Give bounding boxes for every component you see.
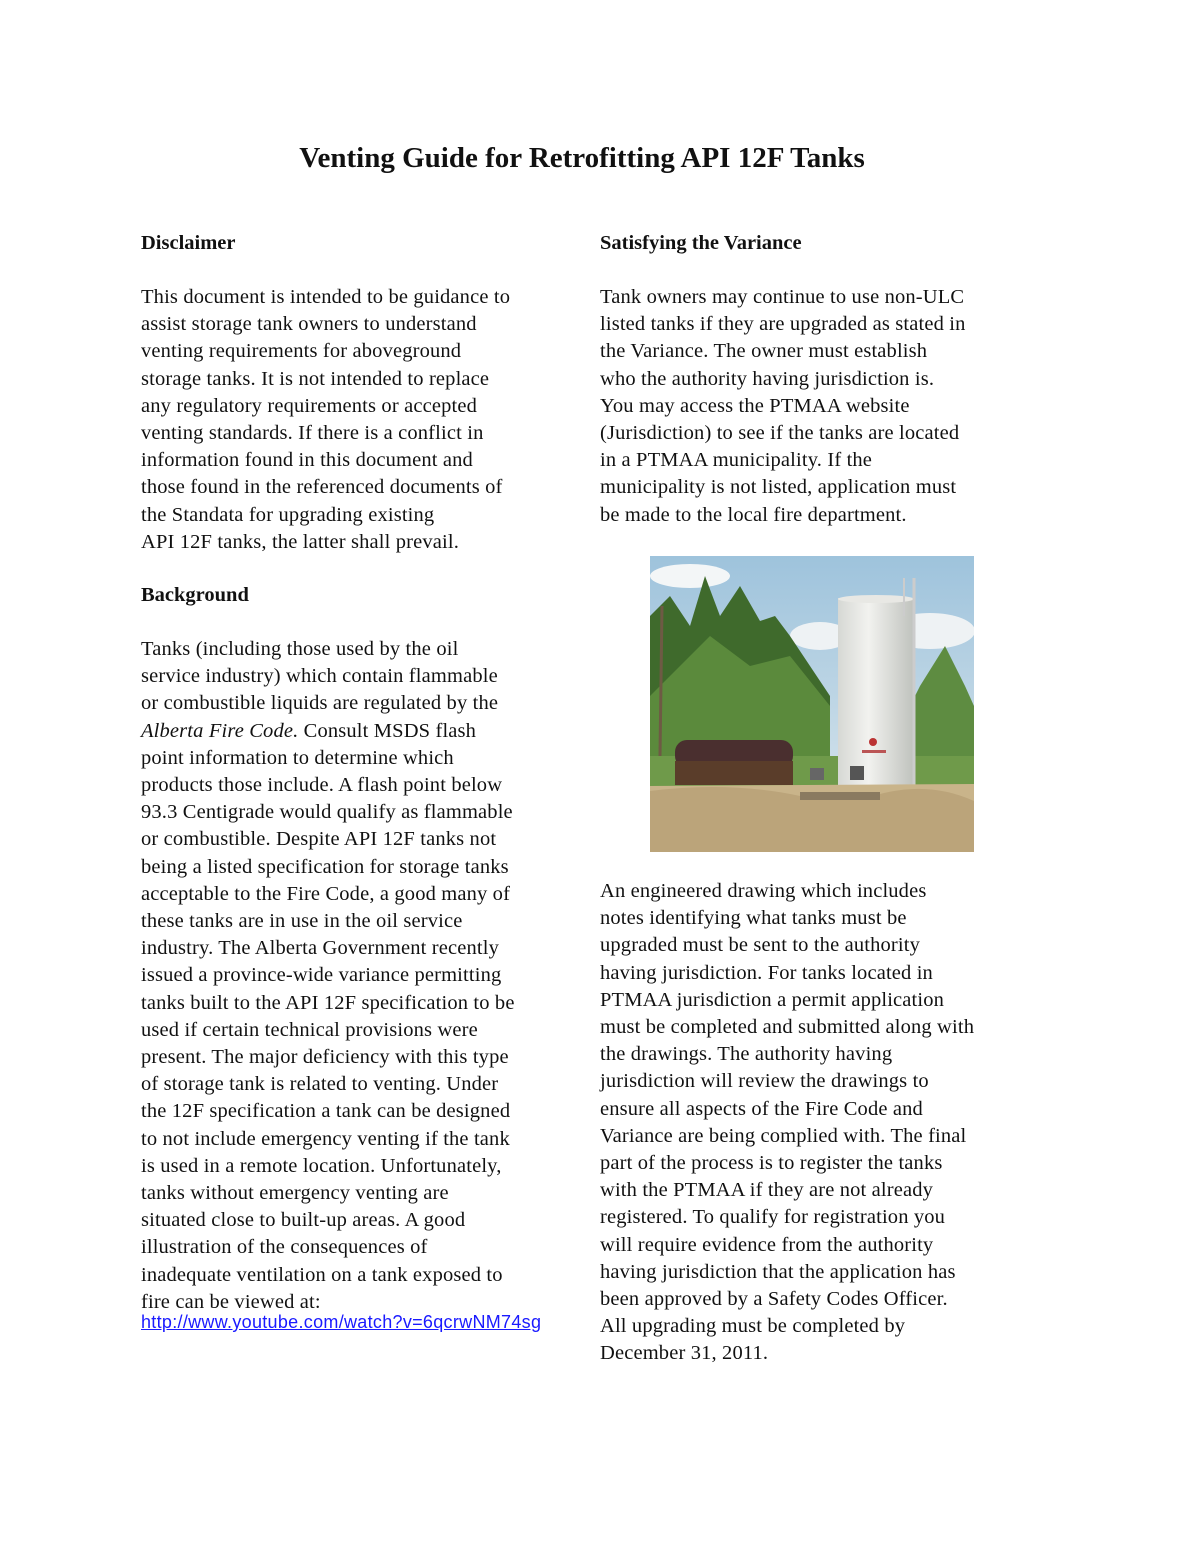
text-line: venting requirements for aboveground	[141, 340, 462, 363]
text-line: of storage tank is related to venting. Under	[141, 1073, 499, 1096]
text-line: registered. To qualify for registration you	[600, 1206, 946, 1229]
text-line: information found in this document and	[141, 449, 473, 472]
text-line: An engineered drawing which includes	[600, 880, 927, 902]
text-line: being a listed specification for storage tanks	[141, 855, 509, 878]
text-line	[141, 720, 476, 743]
text-line: present. The major deficiency with this type	[141, 1046, 509, 1068]
text-line: upgraded must be sent to the authority	[600, 934, 920, 957]
text-line: with the PTMAA if they are not already	[600, 1179, 934, 1202]
alberta-fire-code-italic: Alberta Fire Code.	[141, 719, 299, 742]
text-line: is used in a remote location. Unfortunately,	[141, 1154, 502, 1177]
text-line: part of the process is to register the tanks	[600, 1152, 943, 1174]
text-line: situated close to built-up areas. A good	[141, 1209, 466, 1232]
text-line: acceptable to the Fire Code, a good many of	[141, 882, 511, 905]
text-line: storage tanks. It is not intended to replace	[141, 367, 490, 390]
document-title: Venting Guide for Retrofitting API 12F Tanks	[299, 142, 865, 174]
text-segment: Consult MSDS flash	[298, 719, 477, 742]
text-line: issued a province-wide variance permitting	[141, 964, 502, 987]
text-line: or combustible. Despite API 12F tanks not	[141, 828, 497, 851]
text-line: in a PTMAA municipality. If the	[600, 449, 873, 472]
text-line: the Standata for upgrading existing	[141, 503, 435, 526]
text-line: tanks built to the API 12F specification to be	[141, 991, 515, 1014]
youtube-link[interactable]: http://www.youtube.com/watch?v=6qcrwNM74sg	[141, 1312, 542, 1332]
text-line: tanks without emergency venting are	[141, 1182, 449, 1204]
text-line: must be completed and submitted along with	[600, 1016, 975, 1038]
text-line: who the authority having jurisdiction is.	[600, 367, 935, 390]
text-line: Tanks (including those used by the oil	[141, 638, 459, 660]
text-line: these tanks are in use in the oil service	[141, 910, 463, 932]
text-line: those found in the referenced documents of	[141, 476, 503, 499]
text-line: be made to the local fire department.	[600, 503, 907, 526]
text-line: PTMAA jurisdiction a permit application	[600, 988, 945, 1011]
variance-heading: Satisfying the Variance	[600, 232, 802, 254]
text-line: will require evidence from the authority	[600, 1233, 934, 1256]
background-heading: Background	[141, 584, 249, 606]
text-line: listed tanks if they are upgraded as stated in	[600, 313, 966, 336]
text-line: 93.3 Centigrade would qualify as flammable	[141, 801, 513, 824]
text-line: industry. The Alberta Government recently	[141, 937, 499, 960]
text-line: the Variance. The owner must establish	[600, 340, 928, 363]
text-line: fire can be viewed at:	[141, 1290, 321, 1313]
text-line: products those include. A flash point below	[141, 774, 503, 796]
text-line: any regulatory requirements or accepted	[141, 394, 477, 417]
text-line: the 12F specification a tank can be designed	[141, 1100, 511, 1123]
text-line: jurisdiction will review the drawings to	[600, 1070, 929, 1093]
text-line: assist storage tank owners to understand	[141, 313, 477, 336]
text-line: the drawings. The authority having	[600, 1043, 893, 1066]
text-line: All upgrading must be completed by	[600, 1315, 906, 1338]
text-line: point information to determine which	[141, 746, 454, 769]
text-line: This document is intended to be guidance to	[141, 286, 511, 308]
text-line: December 31, 2011.	[600, 1342, 769, 1365]
text-line: used if certain technical provisions were	[141, 1018, 478, 1041]
text-line: inadequate ventilation on a tank exposed to	[141, 1263, 503, 1286]
text-line: having jurisdiction that the application has	[600, 1260, 956, 1283]
text-line: service industry) which contain flammable	[141, 665, 498, 688]
text-line: been approved by a Safety Codes Officer.	[600, 1288, 948, 1310]
text-line: to not include emergency venting if the tank	[141, 1127, 510, 1150]
text-line: venting standards. If there is a conflict in	[141, 422, 484, 444]
text-line: or combustible liquids are regulated by the	[141, 692, 499, 715]
text-line: notes identifying what tanks must be	[600, 907, 907, 930]
text-line: You may access the PTMAA website	[600, 394, 910, 417]
text-line: Variance are being complied with. The final	[600, 1124, 967, 1147]
text-line: municipality is not listed, application must	[600, 476, 957, 499]
text-line: (Jurisdiction) to see if the tanks are located	[600, 422, 960, 444]
storage-tank-photo	[650, 556, 974, 852]
text-line: ensure all aspects of the Fire Code and	[600, 1097, 923, 1120]
text-line: Tank owners may continue to use non-ULC	[600, 286, 965, 308]
disclaimer-heading: Disclaimer	[141, 232, 236, 254]
text-line: API 12F tanks, the latter shall prevail.	[141, 530, 459, 553]
text-line: having jurisdiction. For tanks located in	[600, 961, 933, 984]
text-line: illustration of the consequences of	[141, 1236, 428, 1259]
